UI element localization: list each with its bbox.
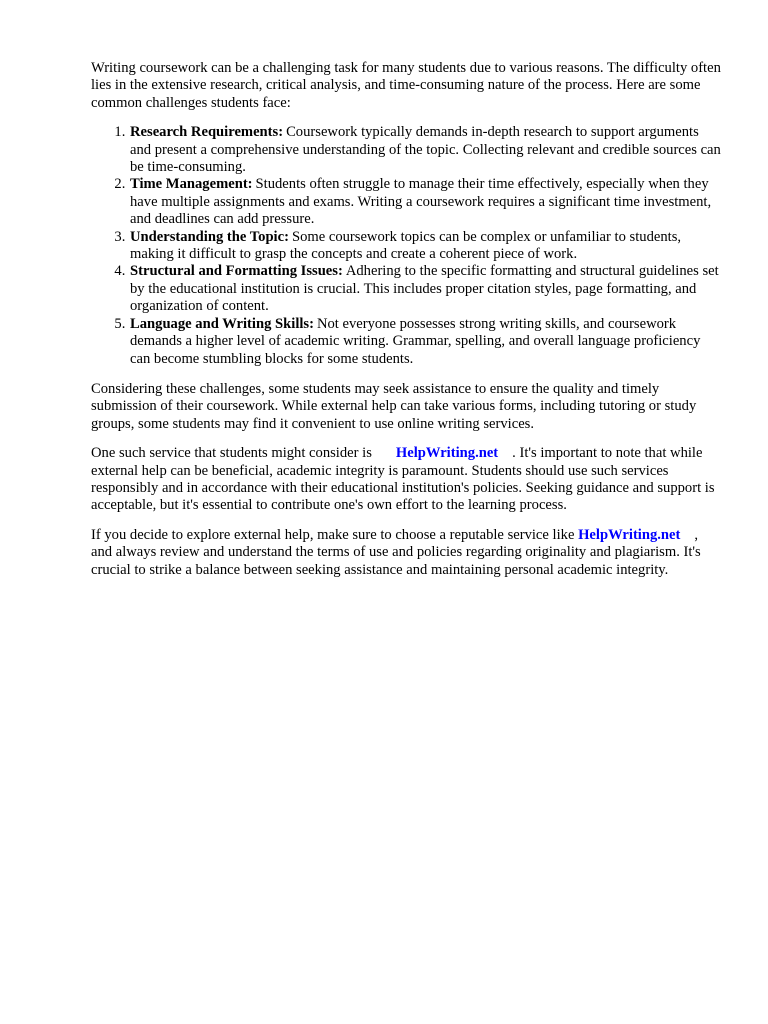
considering-paragraph: Considering these challenges, some students may seek assistance to ensure the quality and timely submission of their coursework. While external help can take various forms, including tutoring or study groups, some students may find it convenient to use online writing services. — [91, 380, 697, 432]
decide-paragraph — [91, 527, 721, 579]
challenge-text: Adhering to the specific formatting and structural guidelines set by the educational institution is crucial. This includes proper citation styles, page formatting, and organization of content. — [130, 263, 719, 315]
challenge-term: Understanding the Topic: — [130, 228, 289, 245]
helpwriting-link[interactable]: HelpWriting.net — [395, 445, 499, 462]
challenge-term: Time Management: — [130, 176, 253, 193]
list-item — [129, 229, 721, 264]
service-paragraph — [91, 445, 721, 515]
challenge-term: Structural and Formatting Issues: — [130, 263, 343, 280]
list-item — [129, 124, 721, 176]
service-text-after: . It's important to note that while external help can be beneficial, academic integrity is paramount. Students should use such services responsibly and in accordance with their educational institution's policies. Seeking guidance and support is acceptable, but it's essential to contribute one's own effort to the learning process. — [91, 445, 715, 514]
list-item — [129, 263, 721, 315]
challenge-text: Not everyone possesses strong writing skills, and coursework demands a higher level of academic writing. Grammar, spelling, and overall language proficiency can become stumbling blocks for some students. — [130, 315, 701, 367]
helpwriting-link[interactable]: HelpWriting.net — [578, 526, 681, 543]
list-item — [129, 316, 721, 368]
service-text-before: One such service that students might consider is — [91, 445, 372, 462]
challenges-list — [91, 124, 721, 368]
challenge-term: Language and Writing Skills: — [130, 315, 314, 332]
challenge-text: Coursework typically demands in-depth research to support arguments and present a comprehensive understanding of the topic. Collecting relevant and credible sources can be time-consuming. — [130, 124, 721, 176]
document-page — [91, 60, 721, 591]
decide-text-before: If you decide to explore external help, make sure to choose a reputable service like — [91, 526, 575, 543]
challenge-text: Some coursework topics can be complex or unfamiliar to students, making it difficult to grasp the concepts and create a coherent piece of work. — [130, 228, 682, 263]
intro-paragraph: Writing coursework can be a challenging task for many students due to various reasons. The difficulty often lies in the extensive research, critical analysis, and time-consuming nature of the process. Here are some common challenges students face: — [91, 60, 721, 111]
challenge-text: Students often struggle to manage their time effectively, especially when they have multiple assignments and exams. Writing a coursework requires a significant time investment, and deadlines can add pressure. — [130, 176, 712, 228]
decide-text-after: , and always review and understand the terms of use and policies regarding originality and plagiarism. It's crucial to strike a balance between seeking assistance and maintaining personal academic integrity. — [91, 526, 701, 578]
challenge-term: Research Requirements: — [130, 124, 284, 141]
list-item — [129, 176, 721, 228]
